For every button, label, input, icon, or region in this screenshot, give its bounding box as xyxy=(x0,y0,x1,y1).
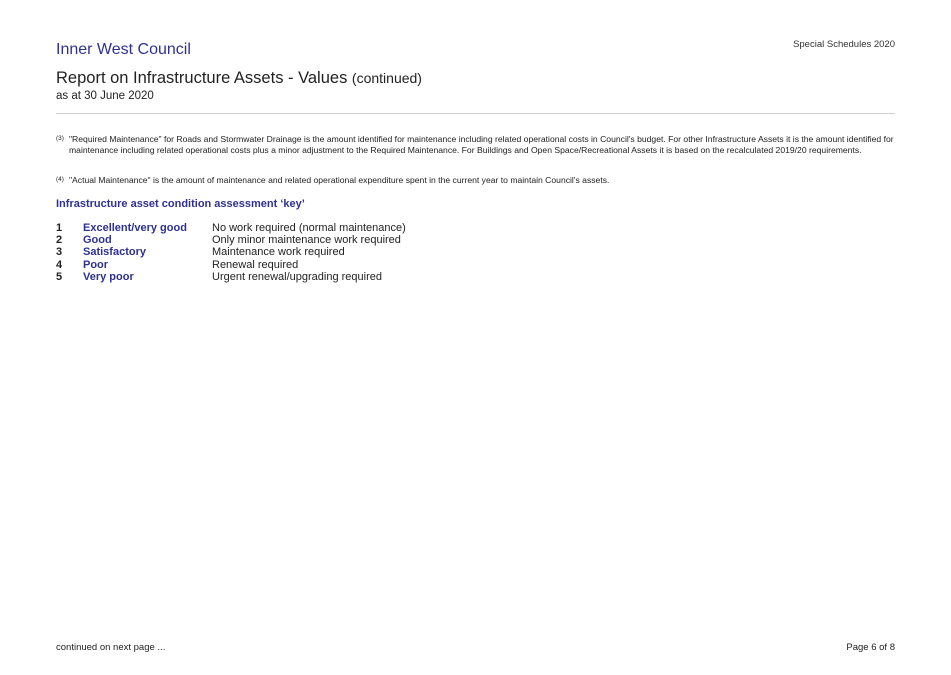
condition-key-row xyxy=(56,222,556,234)
condition-key-list xyxy=(56,222,556,283)
report-title-suffix: (continued) xyxy=(351,70,422,86)
council-name: Inner West Council xyxy=(56,41,191,58)
condition-number: 4 xyxy=(56,258,63,271)
footnote-text: "Required Maintenance" for Roads and Stormwater Drainage is the amount identified for maintenance including related operational costs in Council's budget. For other Infrastructure Assets it is the amount identified for maintenance including related operational costs plus a minor adjustment to the Required Maintenance. For Buildings and Open Space/Recreational Assets it is based on the recalculated 2019/20 requirements. xyxy=(69,134,894,155)
footnote-mark: (3) xyxy=(56,135,64,142)
condition-number: 5 xyxy=(56,270,63,283)
condition-number: 2 xyxy=(56,234,63,247)
condition-label: Very poor xyxy=(83,270,134,283)
report-subtitle: as at 30 June 2020 xyxy=(56,90,154,102)
condition-number: 3 xyxy=(56,246,63,259)
condition-description: No work required (normal maintenance) xyxy=(212,222,406,234)
footnote-mark: (4) xyxy=(56,176,64,183)
condition-label: Excellent/very good xyxy=(83,222,187,234)
condition-label: Satisfactory xyxy=(83,246,146,259)
report-title xyxy=(56,69,422,88)
condition-key-row xyxy=(56,246,556,258)
condition-key-row xyxy=(56,234,556,246)
condition-label: Good xyxy=(83,234,112,247)
condition-key-heading: Infrastructure asset condition assessment ‘key’ xyxy=(56,198,305,210)
footnote-text: "Actual Maintenance" is the amount of maintenance and related operational expenditure spent in the current year to maintain Council's assets. xyxy=(69,175,610,185)
continued-note: continued on next page ... xyxy=(56,642,166,653)
footnote-4 xyxy=(56,175,895,186)
condition-description: Urgent renewal/upgrading required xyxy=(212,270,382,283)
condition-description: Renewal required xyxy=(212,258,299,271)
footnote-3 xyxy=(56,134,895,156)
header-divider xyxy=(56,113,895,114)
page-number: Page 6 of 8 xyxy=(846,642,895,653)
condition-key-row xyxy=(56,271,556,283)
condition-label: Poor xyxy=(83,258,109,271)
condition-number: 1 xyxy=(56,222,63,234)
schedule-label: Special Schedules 2020 xyxy=(793,39,895,50)
condition-description: Maintenance work required xyxy=(212,246,345,259)
condition-description: Only minor maintenance work required xyxy=(212,234,401,247)
report-title-main: Report on Infrastructure Assets - Values xyxy=(56,69,348,87)
condition-key-row xyxy=(56,259,556,271)
